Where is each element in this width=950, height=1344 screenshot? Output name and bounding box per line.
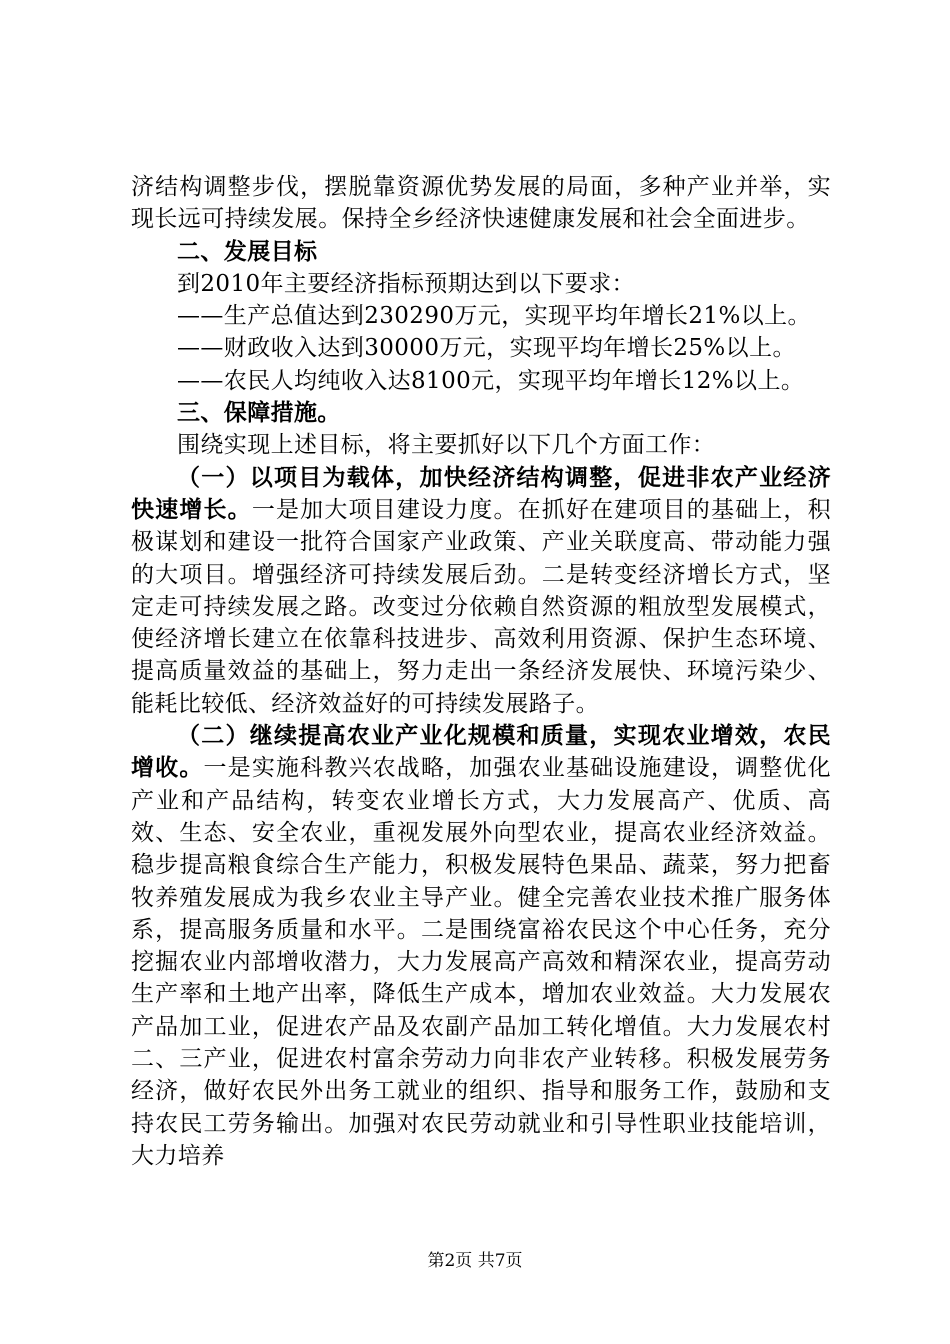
intro-paragraph: 济结构调整步伐，摆脱靠资源优势发展的局面，多种产业并举，实现长远可持续发展。保持全乡经济快速健康发展和社会全面进步。 (131, 174, 831, 233)
section-2-paragraph (131, 720, 831, 1172)
section-1-body: 一是加大项目建设力度。在抓好在建项目的基础上，积极谋划和建设一批符合国家产业政策、产业关联度高、带动能力强的大项目。增强经济可持续发展后劲。二是转变经济增长方式，坚定走可持续发展之路。改变过分依赖自然资源的粗放型发展模式，使经济增长建立在依靠科技进步、高效利用资源、保护生态环境、提高质量效益的基础上，努力走出一条经济发展快、环境污染少、能耗比较低、经济效益好的可持续发展路子。 (131, 496, 831, 717)
heading-development-goals: 二、发展目标 (177, 238, 318, 265)
page-number-footer: 第2页 共7页 (427, 1251, 523, 1271)
section-2-title: （二）继续提高农业产业化规模和质量，实现农业增效，农民增收。 (131, 723, 831, 782)
measures-intro: 围绕实现上述目标，将主要抓好以下几个方面工作： (177, 432, 716, 459)
heading-safeguard-measures: 三、保障措施。 (177, 400, 341, 427)
section-1-title: （一）以项目为载体，加快经济结构调整，促进非农产业经济快速增长。 (131, 464, 831, 523)
goal-fiscal-revenue: ——财政收入达到30000万元，实现平均年增长25%以上。 (177, 335, 796, 362)
goal-farmer-income: ——农民人均纯收入达8100元，实现平均年增长12%以上。 (177, 367, 805, 394)
goal-gdp: ——生产总值达到230290万元，实现平均年增长21%以上。 (177, 303, 811, 330)
section-1-paragraph (131, 462, 831, 720)
section-2-body: 一是实施科教兴农战略，加强农业基础设施建设，调整优化产业和产品结构，转变农业增长方式，大力发展高产、优质、高效、生态、安全农业，重视发展外向型农业，提高农业经济效益。稳步提高粮食综合生产能力，积极发展特色果品、蔬菜，努力把畜牧养殖发展成为我乡农业主导产业。健全完善农业技术推广服务体系，提高服务质量和水平。二是围绕富裕农民这个中心任务，充分挖掘农业内部增收潜力，大力发展高产高效和精深农业，提高劳动生产率和土地产出率，降低生产成本，增加农业效益。大力发展农产品加工业，促进农产品及农副产品加工转化增值。大力发展农村二、三产业，促进农村富余劳动力向非农产业转移。积极发展劳务经济，做好农民外出务工就业的组织、指导和服务工作，鼓励和支持农民工劳务输出。加强对农民劳动就业和引导性职业技能培训，大力培养 (131, 755, 831, 1169)
goals-intro: 到2010年主要经济指标预期达到以下要求： (177, 270, 635, 297)
document-body (131, 171, 831, 1172)
